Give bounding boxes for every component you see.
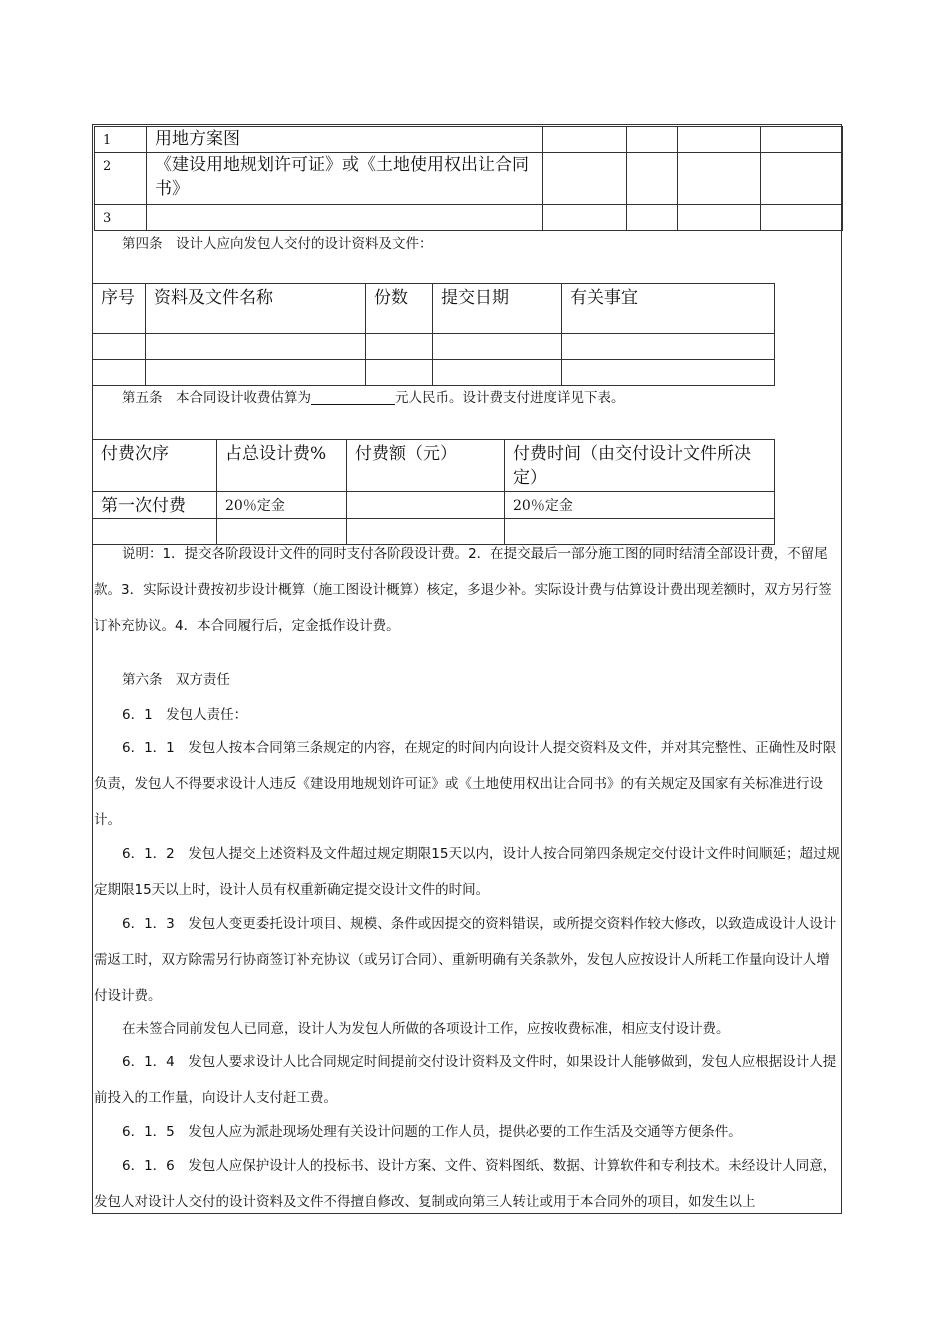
header-document-name: 资料及文件名称 bbox=[146, 284, 366, 334]
section-6-1: 6．1 发包人责任： bbox=[122, 707, 248, 723]
header-notes: 有关事宜 bbox=[562, 284, 775, 334]
section-6-1-2: 6．1．2 发包人提交上述资料及文件超过规定期限15天以内，设计人按合同第四条规定交付设计文件时间顺延；超过规定期限15天以上时，设计人员有权重新确定提交设计文件的时间。 bbox=[94, 846, 840, 898]
section-6-1-6: 6．1．6 发包人应保护设计人的投标书、设计方案、文件、资料图纸、数据、计算软件和专利技术。未经设计人同意，发包人对设计人交付的设计资料及文件不得擅自修改、复制或向第三人转让或用于本合同外的项目，如发生以上 bbox=[94, 1158, 837, 1210]
table-row bbox=[95, 127, 843, 153]
payment-schedule-table bbox=[92, 439, 775, 545]
payment-time: 20％定金 bbox=[505, 492, 775, 519]
payment-notes: 说明：1．提交各阶段设计文件的同时支付各阶段设计费。2．在提交最后一部分施工图的同时结清全部设计费，不留尾款。3．实际设计费按初步设计概算（施工图设计概算）核定，多退少补。实际设计费与估算设计费出现差额时，双方另行签订补充协议。4．本合同履行后，定金抵作设计费。 bbox=[94, 546, 832, 634]
section-6-1-5: 6．1．5 发包人应为派赴现场处理有关设计问题的工作人员，提供必要的工作生活及交通等方便条件。 bbox=[122, 1124, 742, 1140]
article-4: 第四条 设计人应向发包人交付的设计资料及文件： bbox=[122, 236, 433, 252]
header-amount: 付费额（元） bbox=[347, 440, 505, 492]
document-name: 《建设用地规划许可证》或《土地使用权出让合同书》 bbox=[147, 153, 543, 205]
header-copies: 份数 bbox=[366, 284, 433, 334]
fee-blank bbox=[311, 390, 395, 405]
payment-amount bbox=[347, 492, 505, 519]
payment-order: 第一次付费 bbox=[93, 492, 217, 519]
section-6-1-1: 6．1．1 发包人按本合同第三条规定的内容，在规定的时间内向设计人提交资料及文件，并对其完整性、正确性及时限负责，发包人不得要求设计人违反《建设用地规划许可证》或《土地使用权出让合同书》的有关规定及国家有关标准进行设计。 bbox=[94, 740, 837, 828]
header-percentage: 占总设计费% bbox=[217, 440, 347, 492]
header-payment-time: 付费时间（由交付设计文件所决定） bbox=[505, 440, 775, 492]
article-6-title: 第六条 双方责任 bbox=[122, 672, 230, 688]
row-number: 2 bbox=[95, 153, 147, 205]
table-row bbox=[93, 334, 775, 360]
header-serial: 序号 bbox=[93, 284, 146, 334]
section-6-1-3: 6．1．3 发包人变更委托设计项目、规模、条件或因提交的资料错误，或所提交资料作较大修改，以致造成设计人设计需返工时，双方除需另行协商签订补充协议（或另订合同）、重新明确有关条款外，发包人应按设计人所耗工作量向设计人增付设计费。 bbox=[94, 916, 837, 1004]
header-submit-date: 提交日期 bbox=[433, 284, 562, 334]
provided-documents-table bbox=[94, 126, 843, 231]
section-6-1-3-supplement: 在未签合同前发包人已同意，设计人为发包人所做的各项设计工作，应按收费标准，相应支付设计费。 bbox=[122, 1021, 730, 1037]
table-row bbox=[93, 492, 775, 519]
article-5 bbox=[94, 380, 840, 416]
header-payment-order: 付费次序 bbox=[93, 440, 217, 492]
document-name: 用地方案图 bbox=[147, 127, 543, 153]
payment-percentage: 20％定金 bbox=[217, 492, 347, 519]
article-5-text: 第五条 本合同设计收费估算为 bbox=[122, 390, 311, 406]
section-6-1-4: 6．1．4 发包人要求设计人比合同规定时间提前交付设计资料及文件时，如果设计人能够做到，发包人应根据设计人提前投入的工作量，向设计人支付赶工费。 bbox=[94, 1054, 837, 1106]
row-number: 1 bbox=[95, 127, 147, 153]
table-row bbox=[95, 153, 843, 205]
table-header-row bbox=[93, 284, 775, 334]
row-number: 3 bbox=[95, 205, 147, 231]
article-5-text-end: 元人民币。设计费支付进度详见下表。 bbox=[395, 390, 625, 406]
table-header-row bbox=[93, 440, 775, 492]
deliverables-table bbox=[92, 283, 775, 386]
